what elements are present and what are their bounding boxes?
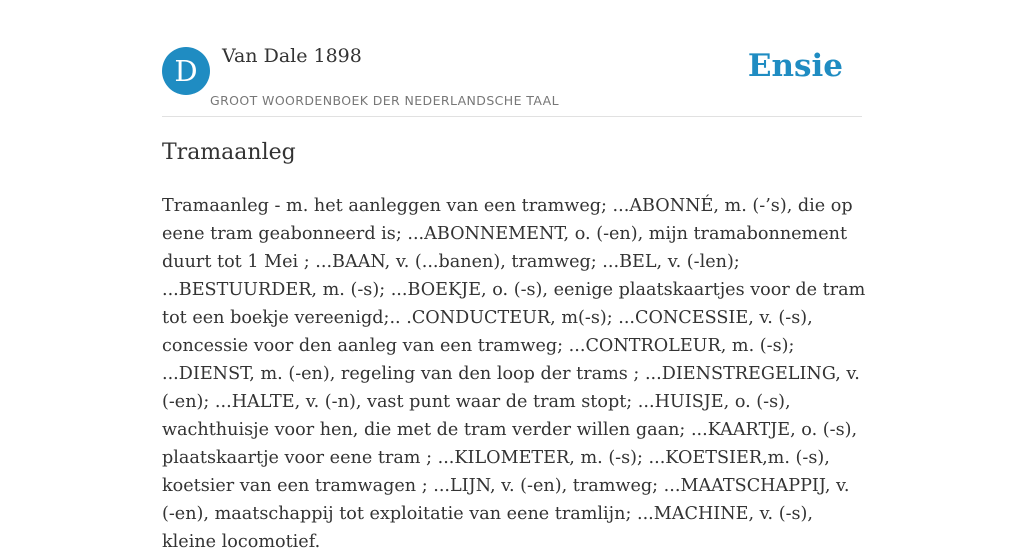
entry-headword: Tramaanleg (162, 140, 296, 165)
site-header (162, 0, 862, 117)
dictionary-logo[interactable]: D (162, 47, 210, 95)
ensie-brand-link[interactable]: Ensie (747, 48, 843, 84)
dictionary-name-link[interactable]: Van Dale 1898 (222, 45, 362, 67)
dictionary-subtitle: GROOT WOORDENBOEK DER NEDERLANDSCHE TAAL (210, 93, 559, 108)
entry-definition: Tramaanleg - m. het aanleggen van een tramweg; ...ABONNÉ, m. (-’s), die op eene tram geabonneerd is; ...ABONNEMENT, o. (-en), mijn tramabonnement duurt tot 1 Mei ; ...BAAN, v. (...banen), tramweg; ...BEL, v. (-len); ...BESTUURDER, m. (-s); ...BOEKJE, o. (-s), eenige plaatskaartjes voor de tram tot een boekje vereenigd;.. .CONDUCTEUR, m(-s); ...CONCESSIE, v. (-s), concessie voor den aanleg van een tramweg; ...CONTROLEUR, m. (-s); ...DIENST, m. (-en), regeling van den loop der trams ; ...DIENSTREGELING, v. (-en); ...HALTE, v. (-n), vast punt waar de tram stopt; ...HUISJE, o. (-s), wachthuisje voor hen, die met de tram verder willen gaan; ...KAARTJE, o. (-s), plaatskaartje voor eene tram ; ...KILOMETER, m. (-s); ...KOETSIER,m. (-s), koetsier van een tramwagen ; ...LIJN, v. (-en), tramweg; ...MAATSCHAPPIJ, v. (-en), maatschappij tot exploitatie van eene tramlijn; ...MACHINE, v. (-s), kleine locomotief. (162, 196, 866, 552)
